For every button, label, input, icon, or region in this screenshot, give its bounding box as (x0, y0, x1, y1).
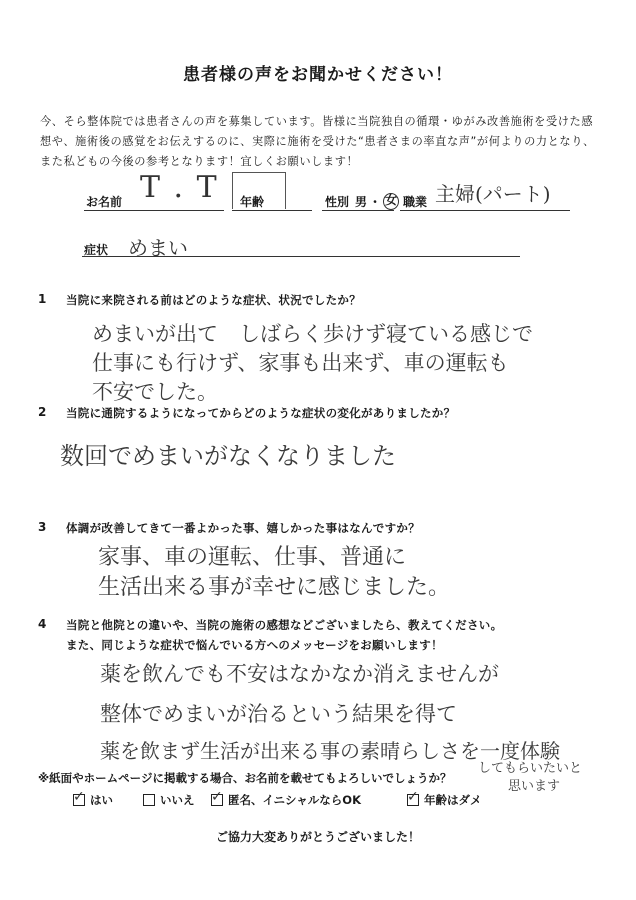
consent-option-label: 匿名、イニシャルならOK (228, 793, 361, 807)
question-1-answer-line: めまいが出て しばらく歩けず寝ている感じで (92, 322, 533, 346)
intro-paragraph: 今、そら整体院では患者さんの声を募集しています。皆様に当院独自の循環・ゆがみ改善施術を受けた感想や、施術後の感覚をお伝えするのに、実際に施術を受けた“患者さまの率直な声”が何よりの力となり、また私どもの今後の参考となります！宜しくお願いします！ (40, 115, 595, 168)
question-4-answer-tail: 思います (508, 779, 561, 794)
checkbox-yes[interactable] (73, 789, 85, 806)
consent-option-label: 年齢はダメ (424, 793, 482, 807)
question-4-answer-line: 薬を飲まず生活が出来る事の素晴らしさを一度体験 (100, 739, 560, 763)
question-4-text-line2: また、同じような症状で悩んでいる方へのメッセージをお願いします！ (66, 638, 443, 652)
question-3-answer-line: 生活出来る事が幸せに感じました。 (98, 575, 451, 600)
job-label: 職業 (403, 195, 428, 209)
gender-label: 性別 (325, 195, 350, 209)
question-3-text: 体調が改善してきて一番よかった事、嬉しかった事はなんですか？ (66, 521, 420, 535)
question-2-answer-line: 数回でめまいがなくなりました (60, 442, 396, 470)
question-4-answer-line: 整体でめまいが治るという結果を得て (100, 702, 457, 726)
gender-field (325, 193, 399, 210)
symptom-value: めまい (128, 236, 188, 260)
question-3-number: 3 (38, 520, 47, 534)
consent-option-anonymous[interactable] (211, 789, 361, 808)
check-mark-icon: ✓ (407, 789, 419, 805)
gender-female-circled: 女 (383, 193, 399, 210)
consent-option-yes[interactable] (73, 789, 113, 808)
checkbox-anonymous[interactable] (211, 789, 223, 806)
symptom-label: 症状 (84, 243, 109, 257)
page-title: 患者様の声をお聞かせください！ (183, 65, 453, 85)
question-4-answer-line: 薬を飲んでも不安はなかなか消えませんが (100, 662, 499, 686)
consent-option-no-age[interactable] (407, 789, 482, 808)
question-1-number: 1 (38, 292, 47, 306)
question-4-answer-tail: してもらいたいと (478, 761, 583, 776)
gender-underline (322, 210, 394, 211)
question-1-answer-line: 不安でした。 (92, 380, 218, 404)
thanks-message: ご協力大変ありがとうございました！ (215, 830, 420, 844)
question-4-number: 4 (38, 617, 47, 631)
check-mark-icon: ✓ (73, 789, 85, 805)
gender-male: 男 (355, 195, 368, 209)
check-mark-icon: ✓ (211, 789, 223, 805)
question-1-text: 当院に来院される前はどのような症状、状況でしたか？ (66, 293, 361, 307)
question-1-answer-line: 仕事にも行けず、家事も出来ず、車の運転も (92, 351, 509, 375)
consent-option-label: はい (90, 793, 113, 807)
consent-question: ※紙面やホームページに掲載する場合、お名前を載せてもよろしいでしょうか？ (38, 771, 452, 785)
checkbox-no[interactable] (143, 794, 155, 806)
symptom-underline (82, 256, 520, 257)
age-label: 年齢 (240, 195, 265, 209)
name-label: お名前 (86, 195, 123, 209)
job-value: 主婦(パート) (435, 182, 551, 206)
consent-option-label: いいえ (160, 793, 195, 807)
name-underline (84, 210, 224, 211)
name-value: T . T (140, 170, 219, 205)
consent-option-no[interactable] (143, 792, 195, 808)
job-underline (400, 210, 570, 211)
question-4-text: 当院と他院との違いや、当院の施術の感想などございましたら、教えてください。 (66, 618, 503, 632)
age-underline (232, 210, 312, 211)
question-2-text: 当院に通院するようになってからどのような症状の変化がありましたか？ (66, 406, 456, 420)
question-2-number: 2 (38, 405, 47, 419)
gender-separator: ・ (369, 195, 382, 209)
question-3-answer-line: 家事、車の運転、仕事、普通に (98, 545, 407, 570)
checkbox-no-age[interactable] (407, 789, 419, 806)
